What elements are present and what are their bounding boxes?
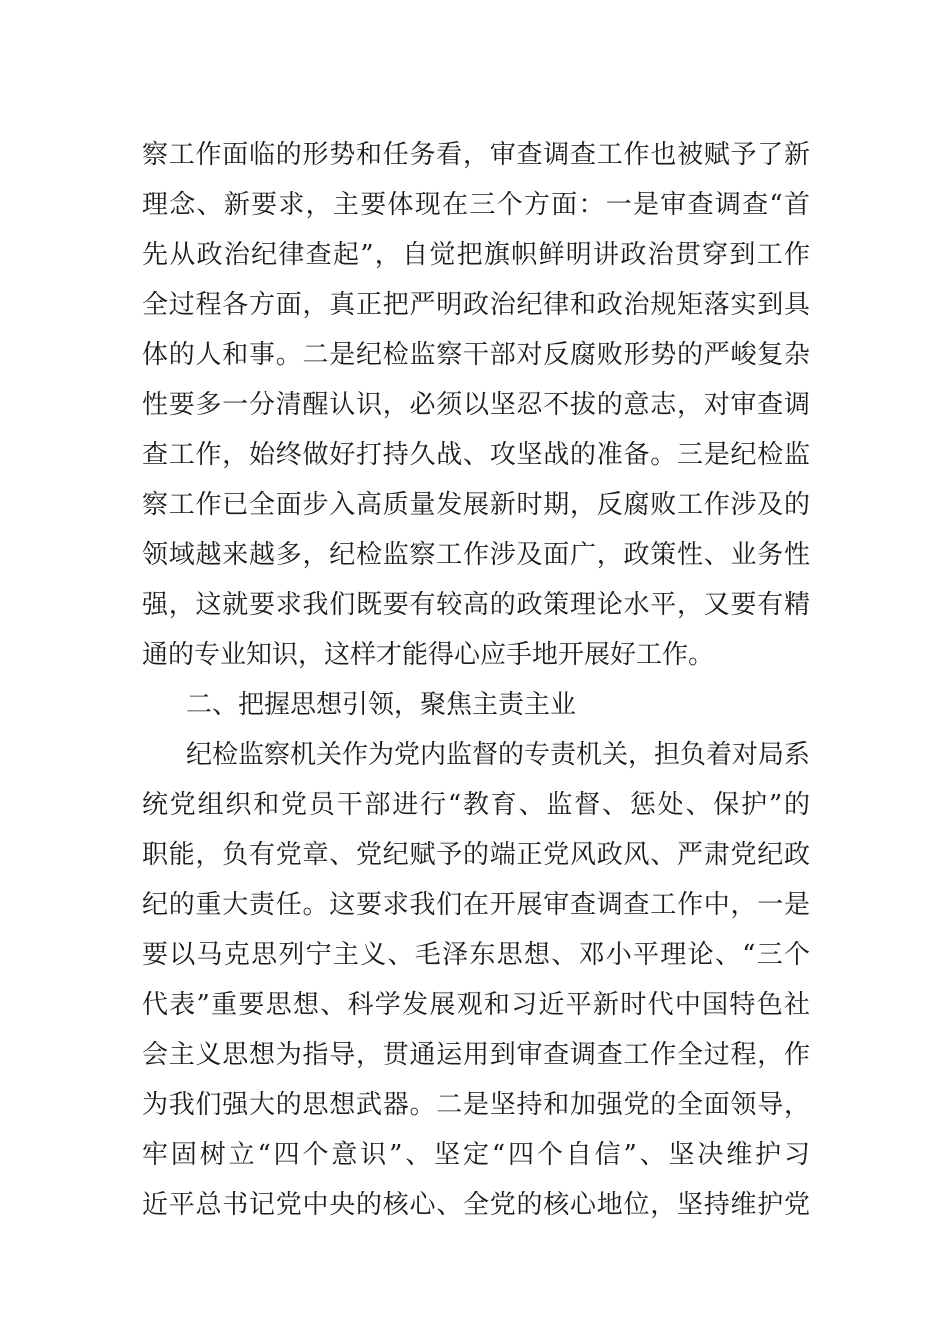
body-line: 察工作已全面步入高质量发展新时期，反腐败工作涉及的 bbox=[142, 490, 810, 520]
body-line: 先从政治纪律查起”，自觉把旗帜鲜明讲政治贯穿到工作 bbox=[142, 240, 810, 270]
body-line: 领域越来越多，纪检监察工作涉及面广，政策性、业务性 bbox=[142, 540, 810, 570]
body-line: 查工作，始终做好打持久战、攻坚战的准备。三是纪检监 bbox=[142, 440, 810, 470]
body-line: 察工作面临的形势和任务看，审查调查工作也被赋予了新 bbox=[142, 140, 810, 170]
body-line: 统党组织和党员干部进行“教育、监督、惩处、保护”的 bbox=[142, 790, 810, 820]
body-line: 纪的重大责任。这要求我们在开展审查调查工作中，一是 bbox=[142, 890, 810, 920]
body-line: 代表”重要思想、科学发展观和习近平新时代中国特色社 bbox=[142, 990, 810, 1020]
document-body bbox=[142, 130, 810, 1230]
body-line: 理念、新要求，主要体现在三个方面：一是审查调查“首 bbox=[142, 190, 810, 220]
body-line: 纪检监察机关作为党内监督的专责机关，担负着对局系 bbox=[186, 740, 811, 770]
body-line: 职能，负有党章、党纪赋予的端正党风政风、严肃党纪政 bbox=[142, 840, 810, 870]
body-line: 性要多一分清醒认识，必须以坚忍不拔的意志，对审查调 bbox=[142, 390, 810, 420]
section-heading: 二、把握思想引领，聚焦主责主业 bbox=[186, 690, 577, 720]
body-line: 体的人和事。二是纪检监察干部对反腐败形势的严峻复杂 bbox=[142, 340, 810, 370]
body-line: 为我们强大的思想武器。二是坚持和加强党的全面领导， bbox=[142, 1090, 810, 1120]
body-line: 强，这就要求我们既要有较高的政策理论水平，又要有精 bbox=[142, 590, 810, 620]
body-line: 全过程各方面，真正把严明政治纪律和政治规矩落实到具 bbox=[142, 290, 810, 320]
body-line: 会主义思想为指导，贯通运用到审查调查工作全过程，作 bbox=[142, 1040, 810, 1070]
body-line: 近平总书记党中央的核心、全党的核心地位，坚持维护党 bbox=[142, 1190, 810, 1220]
body-line: 通的专业知识，这样才能得心应手地开展好工作。 bbox=[142, 640, 715, 670]
body-line: 牢固树立“四个意识”、坚定“四个自信”、坚决维护习 bbox=[142, 1140, 810, 1170]
body-line: 要以马克思列宁主义、毛泽东思想、邓小平理论、“三个 bbox=[142, 940, 810, 970]
